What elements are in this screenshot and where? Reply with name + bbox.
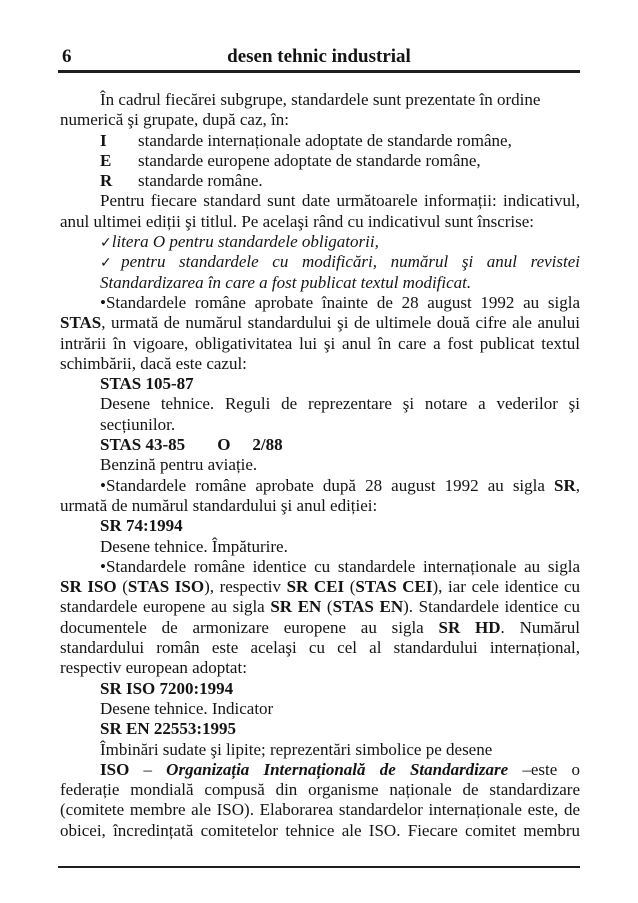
standard-title: Benzină pentru aviație.: [100, 455, 258, 475]
line-text: (: [321, 597, 333, 617]
paragraph-line: obicei, încredințată comitetelor tehnice ale ISO. Fiecare comitet membru: [60, 820, 580, 840]
paragraph-line: (comitete membre ale ISO). Elaborarea standardelor internaționale este, de: [60, 800, 580, 820]
iso-full-name: Organizația Internațională de Standardizare: [166, 759, 509, 779]
category-label: standarde europene adoptate de standarde române,: [138, 150, 481, 170]
sigla: SR HD: [438, 617, 501, 637]
category-item: [100, 171, 580, 191]
intro-line: numerică şi grupate, după caz, în:: [60, 110, 289, 130]
category-label: standarde române.: [138, 171, 263, 191]
standard-designation: STAS 105-87: [100, 374, 194, 394]
line-text: –este o: [508, 759, 580, 779]
standard-designation: SR ISO 7200:1994: [100, 678, 234, 698]
check-icon: ✓: [100, 235, 112, 252]
sigla: SR ISO: [60, 577, 117, 597]
page-body: [60, 90, 580, 841]
checkmark-item: [100, 232, 580, 252]
sigla: SR CEI: [286, 577, 345, 597]
sigla-sr: SR: [554, 475, 576, 495]
sigla: STAS CEI: [355, 577, 433, 597]
check-icon: ✓: [100, 255, 122, 272]
paragraph-line: respectiv european adoptat:: [60, 658, 247, 678]
checkmark-item-text: litera O pentru standardele obligatorii,: [111, 232, 379, 252]
paragraph-line: standardului român este acelaşi cu cel al standardului internațional,: [60, 638, 580, 658]
info-line: anul ultimei ediții şi titlul. Pe acelaşi rând cu indicativul sunt înscrise:: [60, 211, 535, 231]
standard-title: Îmbinări sudate şi lipite; reprezentări simbolice pe desene: [100, 739, 493, 759]
line-text: . Numărul: [500, 617, 581, 637]
standard-title: Desene tehnice. Reguli de reprezentare şi notare a vederilor şi: [100, 394, 580, 414]
category-code: I: [100, 130, 107, 150]
standard-designation: SR EN 22553:1995: [100, 719, 237, 739]
page-header: [58, 45, 580, 69]
sigla: STAS ISO: [127, 577, 205, 597]
checkmark-item-text: pentru standardele cu modificări, numărul şi anul revistei: [121, 252, 580, 272]
standard-code: STAS 43-85: [100, 435, 186, 455]
paragraph-line: urmată de numărul standardului şi anul ediției:: [60, 495, 378, 515]
line-text: ), respectiv: [204, 577, 287, 597]
iso-acronym: ISO: [100, 759, 130, 779]
intro-line: În cadrul fiecărei subgrupe, standardele sunt prezentate în ordine: [100, 90, 541, 109]
sigla: SR EN: [270, 597, 322, 617]
paragraph-line: [60, 577, 580, 597]
line-text: (: [344, 577, 356, 597]
line-text: (: [116, 577, 128, 597]
line-text: •Standardele române aprobate după 28 august 1992 au sigla: [100, 475, 555, 495]
line-text: ), iar cele identice cu: [432, 577, 580, 597]
standard-designation: [100, 435, 580, 455]
checkmark-item: [100, 252, 580, 272]
checkmark-item-continuation: Standardizarea în care a fost publicat textul modificat.: [100, 272, 472, 292]
standard-designation: SR 74:1994: [100, 516, 183, 536]
paragraph-line: [60, 597, 580, 617]
line-text: ,: [575, 475, 580, 495]
page-number: 6: [62, 46, 72, 67]
line-text: , urmată de numărul standardului şi de ultimele două cifre ale anului: [101, 313, 580, 333]
standard-title: Desene tehnice. Împăturire.: [100, 536, 288, 556]
paragraph-line: [100, 760, 580, 780]
category-item: [100, 151, 580, 171]
revision-number: 2/88: [252, 435, 283, 455]
category-code: R: [100, 171, 113, 191]
standard-title: secțiunilor.: [100, 414, 176, 434]
category-item: [100, 131, 580, 151]
footer-rule: [58, 866, 580, 868]
standard-title: Desene tehnice. Indicator: [100, 698, 274, 718]
header-rule: [58, 70, 580, 73]
info-line: Pentru fiecare standard sunt date următoarele informații: indicativul,: [100, 191, 580, 211]
line-text: –: [129, 759, 167, 779]
line-text: documentele de armonizare europene au sigla: [60, 617, 439, 637]
category-label: standarde internaționale adoptate de standarde române,: [138, 130, 512, 150]
paragraph-line: federație mondială compusă din organisme naționale de standardizare: [60, 780, 580, 800]
mandatory-mark: O: [217, 435, 231, 455]
sigla-stas: STAS: [60, 313, 102, 333]
paragraph-line: schimbării, dacă este cazul:: [60, 353, 247, 373]
line-text: standardele europene au sigla: [60, 597, 271, 617]
bullet-item: •Standardele române aprobate înainte de 28 august 1992 au sigla: [100, 292, 580, 312]
bullet-item: •Standardele române identice cu standardele internaționale au sigla: [100, 556, 580, 576]
line-text: ). Standardele identice cu: [403, 597, 580, 617]
paragraph-line: [60, 313, 580, 333]
sigla: STAS EN: [332, 597, 404, 617]
paragraph-line: intrării în vigoare, obligativitatea lui şi anul în care a fost publicat textul: [60, 333, 580, 353]
running-title: desen tehnic industrial: [227, 46, 411, 67]
category-code: E: [100, 150, 112, 170]
bullet-item: [100, 476, 580, 496]
paragraph-line: [60, 618, 580, 638]
